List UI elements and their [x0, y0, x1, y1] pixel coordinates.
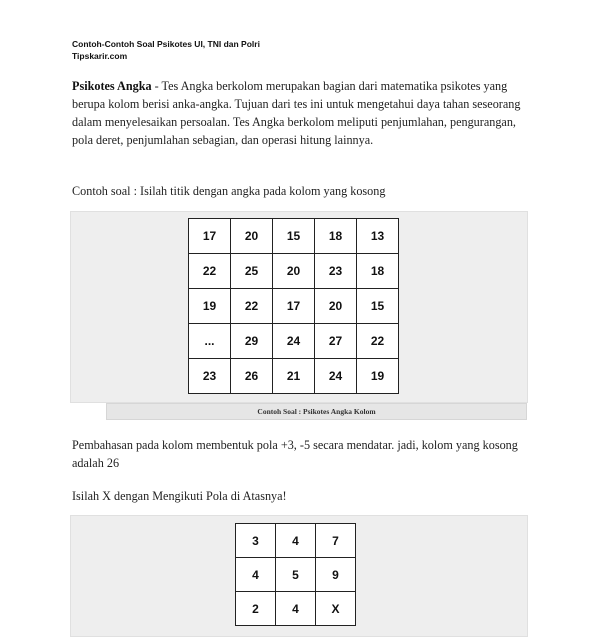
grid-row	[189, 219, 399, 254]
grid-row	[236, 558, 356, 592]
grid-row	[236, 592, 356, 626]
grid-row	[189, 289, 399, 324]
grid-cell: 20	[273, 254, 315, 289]
grid-cell: 19	[189, 289, 231, 324]
grid-cell: 22	[189, 254, 231, 289]
grid-cell: 4	[276, 592, 316, 626]
grid-cell: 17	[189, 219, 231, 254]
header-title: Contoh-Contoh Soal Psikotes UI, TNI dan Polri	[72, 39, 260, 49]
grid-cell: 7	[316, 524, 356, 558]
grid-cell: 19	[357, 359, 399, 394]
grid-row	[189, 324, 399, 359]
grid-cell: 20	[315, 289, 357, 324]
document-header	[72, 38, 260, 62]
example2-figure	[70, 515, 528, 637]
intro-body: - Tes Angka berkolom merupakan bagian dari matematika psikotes yang berupa kolom berisi anka-angka. Tujuan dari tes ini untuk mengetahui daya tahan seseorang dalam menyelesaikan persoalan. Tes Angka berkolom meliputi penjumlahan, pengurangan, pola deret, penjumlahan sebagian, dan operasi hitung lainnya.	[72, 79, 521, 147]
grid-cell: 23	[315, 254, 357, 289]
grid-cell: 24	[273, 324, 315, 359]
grid-cell: 18	[315, 219, 357, 254]
grid-cell: 17	[273, 289, 315, 324]
example1-prompt: Contoh soal : Isilah titik dengan angka pada kolom yang kosong	[72, 184, 386, 198]
grid-cell: 21	[273, 359, 315, 394]
grid-cell: 5	[276, 558, 316, 592]
figure-caption: Contoh Soal : Psikotes Angka Kolom	[106, 403, 527, 420]
grid-cell: X	[316, 592, 356, 626]
intro-paragraph	[72, 77, 527, 149]
grid-cell: 3	[236, 524, 276, 558]
number-grid-5x5	[188, 218, 399, 394]
grid-row	[189, 359, 399, 394]
grid-cell: 4	[236, 558, 276, 592]
grid-cell: 22	[231, 289, 273, 324]
grid-cell: 9	[316, 558, 356, 592]
grid-cell: 4	[276, 524, 316, 558]
example1-figure	[70, 211, 528, 403]
explanation-paragraph: Pembahasan pada kolom membentuk pola +3, -5 secara mendatar. jadi, kolom yang kosong adalah 26	[72, 438, 518, 470]
grid-cell: 13	[357, 219, 399, 254]
grid-cell: ...	[189, 324, 231, 359]
grid-row	[236, 524, 356, 558]
intro-title: Psikotes Angka	[72, 79, 152, 93]
grid-cell: 27	[315, 324, 357, 359]
grid-cell: 29	[231, 324, 273, 359]
number-grid-3x3	[235, 523, 356, 626]
grid-cell: 15	[273, 219, 315, 254]
grid-cell: 26	[231, 359, 273, 394]
grid-cell: 2	[236, 592, 276, 626]
grid-cell: 24	[315, 359, 357, 394]
example2-prompt: Isilah X dengan Mengikuti Pola di Atasnya!	[72, 489, 287, 503]
grid-cell: 25	[231, 254, 273, 289]
grid-cell: 15	[357, 289, 399, 324]
grid-cell: 18	[357, 254, 399, 289]
header-site: Tipskarir.com	[72, 51, 128, 61]
grid-row	[189, 254, 399, 289]
grid-cell: 23	[189, 359, 231, 394]
grid-cell: 20	[231, 219, 273, 254]
grid-cell: 22	[357, 324, 399, 359]
